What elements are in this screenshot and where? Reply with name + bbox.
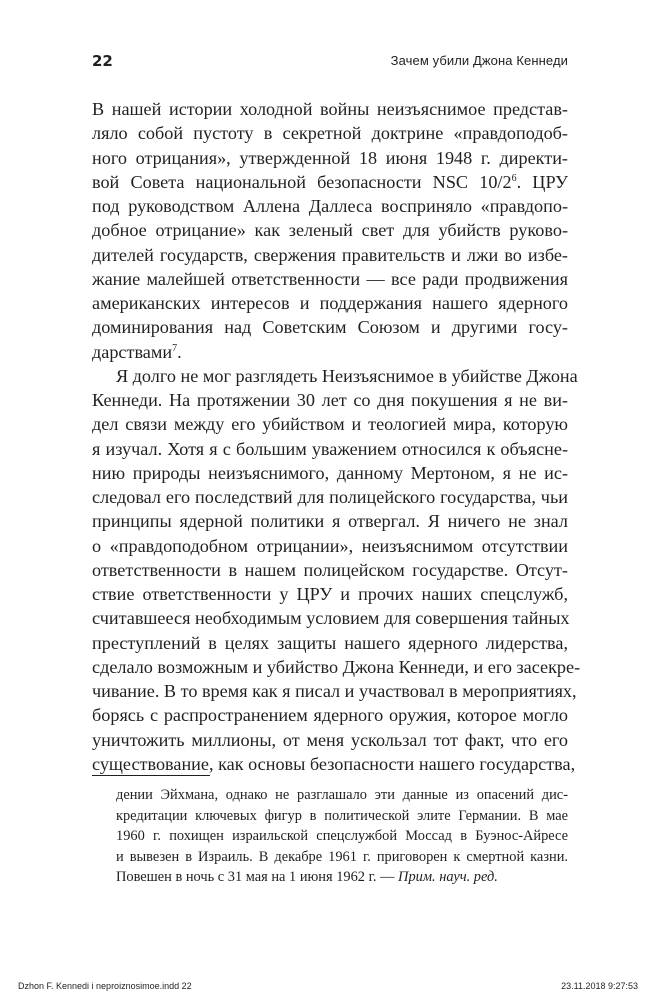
text-line: добное отрицание» как зеленый свет для убийств руково- bbox=[92, 220, 568, 241]
text-line: борясь с распространением ядерного оружия, которое могло bbox=[92, 705, 568, 726]
footnote-line: 1960 г. похищен израильской спецслужбой Моссад в Буэнос-Айресе bbox=[116, 828, 568, 845]
file-info: Dzhon F. Kennedi i neproiznosimoe.indd 22 bbox=[18, 981, 192, 991]
text-line: я изучал. Хотя я с большим уважением относился к объясне- bbox=[92, 438, 568, 459]
text-line: чивание. В то время как я писал и участвовал в мероприятиях, bbox=[92, 681, 577, 701]
text-line: следовал его последствий для полицейского государства, чьи bbox=[92, 487, 568, 507]
text-line: уничтожить миллионы, от меня ускользал тот факт, что его bbox=[92, 729, 568, 750]
text-line: дителей государств, свержения правительств и лжи во избе- bbox=[92, 244, 568, 265]
text-line: о «правдоподобном отрицании», неизъяснимом отсутствии bbox=[92, 535, 568, 556]
text-line: сделало возможным и убийство Джона Кеннеди, и его засекре- bbox=[92, 656, 581, 677]
text-segment: . bbox=[177, 341, 182, 362]
footnote-block bbox=[116, 785, 568, 888]
footnote-divider bbox=[92, 775, 210, 776]
main-text bbox=[92, 97, 581, 776]
footnote-line bbox=[116, 867, 568, 888]
text-line: преступлений в целях защиты нашего ядерного лидерства, bbox=[92, 632, 568, 653]
footnote-line: кредитации ключевых фигур в политической элите Германии. В мае bbox=[116, 807, 568, 824]
running-header bbox=[92, 52, 568, 72]
text-line bbox=[92, 170, 568, 194]
page-number: 22 bbox=[92, 52, 113, 70]
text-line: ного отрицания», утвержденной 18 июня 1948 г. директи- bbox=[92, 147, 568, 168]
text-line: ствие ответственности у ЦРУ и прочих наших спецслужб, bbox=[92, 584, 568, 604]
text-segment: дарствами bbox=[92, 341, 173, 362]
text-line: американских интересов и поддержания нашего ядерного bbox=[92, 293, 568, 313]
editor-note: Прим. науч. ред. bbox=[398, 869, 498, 886]
text-line: под руководством Аллена Даллеса восприняло «правдопо- bbox=[92, 196, 568, 216]
text-line: В нашей истории холодной войны неизъяснимое представ- bbox=[92, 99, 568, 119]
text-line: считавшееся необходимым условием для совершения тайных bbox=[92, 608, 570, 629]
print-timestamp: 23.11.2018 9:27:53 bbox=[561, 981, 638, 991]
text-line: доминирования над Советским Союзом и другими госу- bbox=[92, 317, 568, 338]
footnote-text: Повешен в ночь с 31 мая на 1 июня 1962 г. — bbox=[116, 869, 399, 886]
text-segment: . ЦРУ bbox=[516, 171, 568, 192]
text-line: жание малейшей ответственности — все ради продвижения bbox=[92, 268, 568, 289]
running-title: Зачем убили Джона Кеннеди bbox=[390, 53, 568, 68]
footnote-ref-6[interactable]: 6 bbox=[511, 172, 517, 184]
text-line bbox=[92, 340, 568, 364]
text-line: существование, как основы безопасности нашего государства, bbox=[92, 753, 576, 774]
footnote-line: и вывезен в Израиль. В декабре 1961 г. приговорен к смертной казни. bbox=[116, 848, 568, 865]
text-line: дел связи между его убийством и теологией мира, которую bbox=[92, 414, 568, 435]
footnote-line: дении Эйхмана, однако не разглашало эти данные из опасений дис- bbox=[116, 787, 568, 803]
text-line: ляло собой пустоту в секретной доктрине «правдоподоб- bbox=[92, 123, 568, 144]
text-line: Кеннеди. На протяжении 30 лет со дня покушения я не ви- bbox=[92, 390, 568, 410]
text-line: Я долго не мог разглядеть Неизъяснимое в убийстве Джона bbox=[116, 365, 578, 386]
print-slug bbox=[18, 981, 638, 993]
text-segment: вой Совета национальной безопасности NSC 10/2 bbox=[92, 171, 512, 192]
text-line: ответственности в нашем полицейском государстве. Отсут- bbox=[92, 559, 568, 580]
text-line: нию природы неизъяснимого, данному Мертоном, я не ис- bbox=[92, 462, 568, 483]
footnote-ref-7[interactable]: 7 bbox=[172, 342, 178, 354]
text-line: принципы ядерной политики я отвергал. Я ничего не знал bbox=[92, 511, 568, 532]
